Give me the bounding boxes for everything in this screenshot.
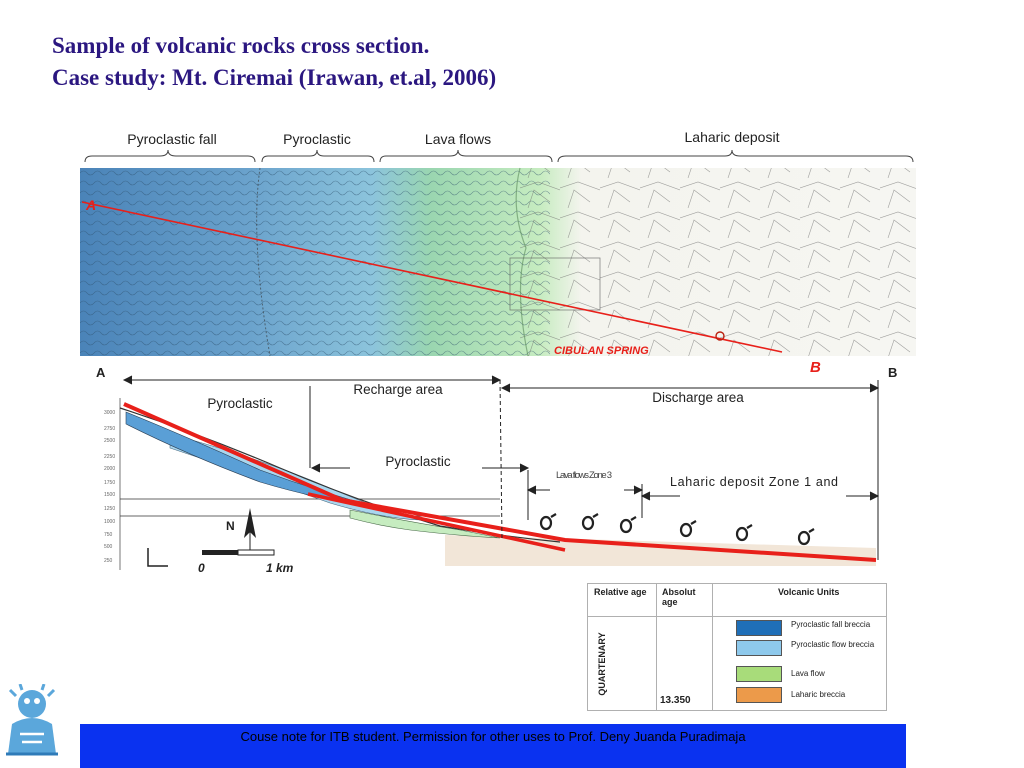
title-line-2: Case study: Mt. Ciremai (Irawan, et.al, 2006) (52, 65, 497, 90)
svg-text:750: 750 (104, 532, 113, 538)
north-label: N (226, 519, 235, 533)
scale-end-label: 1 km (266, 561, 294, 575)
legend-row-pyroclastic-fall (736, 620, 876, 636)
svg-text:2500: 2500 (104, 438, 116, 444)
inferred-slope-line-lower (308, 494, 565, 550)
svg-text:2250: 2250 (104, 454, 116, 460)
zone-label-lava-flows: Lava flows (424, 131, 492, 147)
legend-header-divider (588, 616, 886, 617)
svg-text:1000: 1000 (104, 519, 116, 525)
svg-text:1750: 1750 (104, 480, 116, 486)
legend-label-pyroclastic-fall: Pyroclastic fall breccia (791, 620, 871, 629)
zone-label-laharic-deposit: Laharic deposit (684, 129, 780, 145)
recharge-area-label: Recharge area (353, 382, 443, 397)
laharic-zone-label: Laharic deposit Zone 1 and (670, 475, 838, 489)
map-zone-brackets (85, 150, 913, 162)
title-line-1: Sample of volcanic rocks cross section. (52, 33, 430, 58)
map-point-b: B (810, 359, 821, 376)
legend-label-pyroclastic-flow: Pyroclastic flow breccia (791, 640, 875, 649)
svg-text:3000: 3000 (104, 410, 116, 416)
topographic-map (80, 168, 916, 376)
north-arrow-icon (244, 508, 256, 550)
map-point-a: A (86, 197, 97, 213)
figure-canvas (80, 118, 920, 588)
legend-header-units: Volcanic Units (778, 587, 840, 597)
legend-label-lava-flow: Lava flow (791, 669, 825, 678)
zone-label-pyroclastic-fall: Pyroclastic fall (127, 131, 217, 147)
legend-period (592, 624, 612, 704)
legend-header-absolute: Absolut age (662, 587, 696, 607)
legend-row-lava-flow (736, 666, 876, 682)
legend-swatch-pyroclastic-fall (736, 620, 782, 636)
discharge-area-label: Discharge area (652, 390, 744, 405)
svg-text:2750: 2750 (104, 426, 116, 432)
volcanic-units-legend (587, 583, 887, 711)
footer-bar (80, 724, 906, 768)
legend-header-relative: Relative age (594, 587, 647, 597)
legend-period-label: QUARTENARY (597, 632, 607, 696)
legend-absolute-age: 13.350 (660, 695, 691, 706)
cross-section-profile (96, 365, 897, 575)
svg-text:250: 250 (104, 558, 113, 564)
svg-text:1250: 1250 (104, 506, 116, 512)
legend-swatch-lava-flow (736, 666, 782, 682)
legend-row-laharic-breccia (736, 687, 876, 703)
cross-section-figure (80, 118, 920, 588)
terrain-surface (120, 408, 560, 542)
footer-note: Couse note for ITB student. Permission for other uses to Prof. Deny Juanda Puradimaja (240, 729, 746, 744)
pyroclastic-lower-label: Pyroclastic (385, 454, 451, 469)
svg-text:500: 500 (104, 544, 113, 550)
scale-bar (202, 550, 274, 555)
pyroclastic-upper-label: Pyroclastic (207, 396, 273, 411)
svg-text:1500: 1500 (104, 492, 116, 498)
itb-logo-icon (2, 684, 62, 760)
scale-start-label: 0 (198, 561, 205, 575)
legend-swatch-pyroclastic-flow (736, 640, 782, 656)
section-end-a: A (96, 365, 106, 380)
svg-text:2000: 2000 (104, 466, 116, 472)
section-end-b: B (888, 365, 898, 380)
zone-label-pyroclastic: Pyroclastic (283, 131, 351, 147)
lava-zone-label: Lava flows Zone 3 (556, 470, 612, 481)
map-spring-label: CIBULAN SPRING (554, 345, 649, 357)
axis-corner-icon (148, 548, 168, 566)
slide-title (52, 30, 496, 94)
legend-row-pyroclastic-flow (736, 640, 876, 656)
legend-swatch-laharic-breccia (736, 687, 782, 703)
legend-label-laharic-breccia: Laharic breccia (791, 690, 846, 699)
